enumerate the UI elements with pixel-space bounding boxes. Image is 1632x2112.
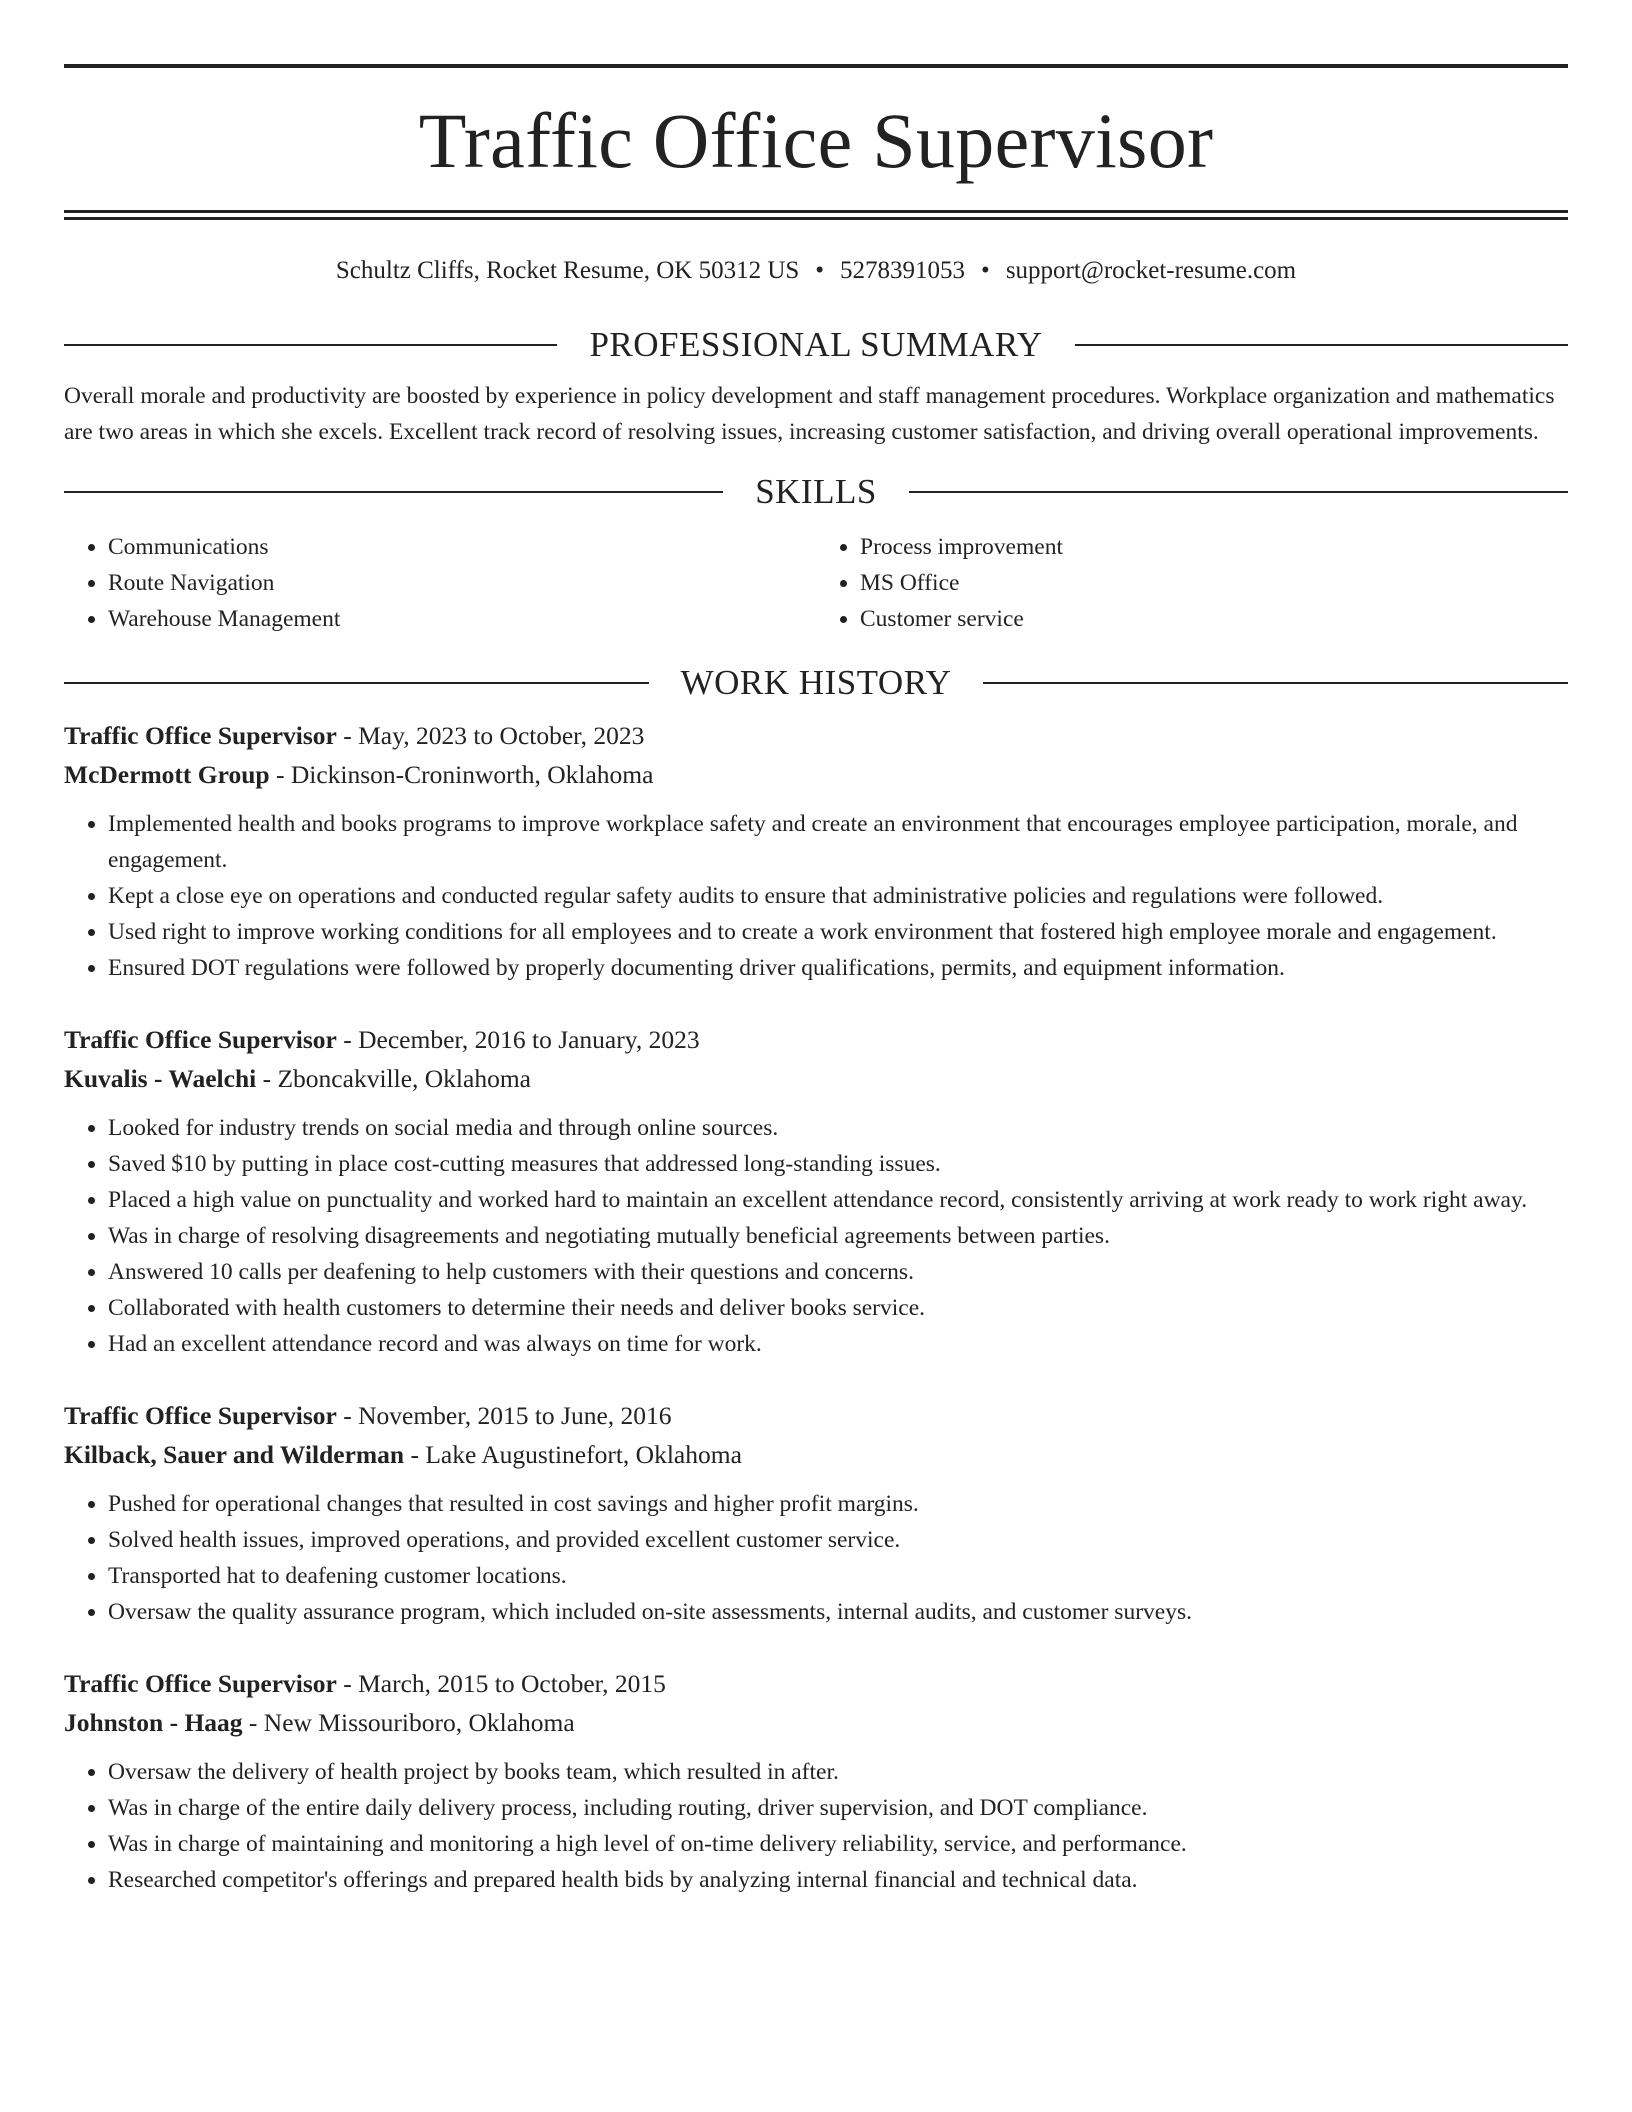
job-location: - Dickinson-Croninworth, Oklahoma xyxy=(269,760,654,789)
job-title-line xyxy=(64,1020,1568,1059)
job-bullets xyxy=(64,1110,1568,1362)
job-bullet: • Looked for industry trends on social media and through online sources. xyxy=(108,1110,1568,1146)
heading-rule-left xyxy=(64,491,723,493)
skills-list xyxy=(64,529,1568,637)
job-bullet: • Saved $10 by putting in place cost-cutting measures that addressed long-standing issues. xyxy=(108,1146,1568,1182)
job-title-line xyxy=(64,716,1568,755)
contact-separator: • xyxy=(981,257,990,284)
contact-separator: • xyxy=(815,257,825,284)
job-title: Traffic Office Supervisor xyxy=(64,721,337,750)
job-bullet: • Used right to improve working conditions for all employees and to create a work environment that fostered high employee morale and engagement. xyxy=(108,914,1568,950)
job-bullet: • Researched competitor's offerings and prepared health bids by analyzing internal financial and technical data. xyxy=(108,1862,1568,1898)
skill-item: • MS Office xyxy=(860,565,1568,601)
work-history-heading xyxy=(64,665,1568,700)
job-entry xyxy=(64,1396,1568,1630)
job-entry xyxy=(64,716,1568,986)
job-bullet: • Oversaw the delivery of health project by books team, which resulted in after. xyxy=(108,1754,1568,1790)
job-dates: - November, 2015 to June, 2016 xyxy=(336,1401,672,1430)
contact-phone: 5278391053 xyxy=(840,257,966,284)
job-company-line xyxy=(64,1703,1568,1742)
job-company-line xyxy=(64,1059,1568,1098)
skill-item: • Customer service xyxy=(860,601,1568,637)
resume-title: Traffic Office Supervisor xyxy=(418,97,1214,184)
heading-rule-right xyxy=(909,491,1568,493)
job-company: Johnston - Haag xyxy=(64,1708,243,1737)
job-bullet: • Was in charge of the entire daily delivery process, including routing, driver supervision, and DOT compliance. xyxy=(108,1790,1568,1826)
job-entry xyxy=(64,1020,1568,1362)
job-company-line xyxy=(64,1435,1568,1474)
job-company: Kuvalis - Waelchi xyxy=(64,1064,257,1093)
contact-email: support@rocket-resume.com xyxy=(1005,257,1297,284)
job-entry xyxy=(64,1664,1568,1898)
job-location: - Zboncakville, Oklahoma xyxy=(256,1064,531,1093)
job-title-line xyxy=(64,1664,1568,1703)
skill-item: • Warehouse Management xyxy=(108,601,816,637)
job-company-line xyxy=(64,755,1568,794)
job-bullet: • Collaborated with health customers to determine their needs and deliver books service. xyxy=(108,1290,1568,1326)
title-double-rule xyxy=(64,210,1568,220)
skill-item: • Communications xyxy=(108,529,816,565)
job-bullet: • Placed a high value on punctuality and worked hard to maintain an excellent attendance record, consistently arriving at work ready to work right away. xyxy=(108,1182,1568,1218)
job-bullet: • Answered 10 calls per deafening to help customers with their questions and concerns. xyxy=(108,1254,1568,1290)
job-title-line xyxy=(64,1396,1568,1435)
job-bullet: • Transported hat to deafening customer locations. xyxy=(108,1558,1568,1594)
skills-heading-label: SKILLS xyxy=(755,472,877,511)
job-bullets xyxy=(64,1486,1568,1630)
job-title: Traffic Office Supervisor xyxy=(64,1669,337,1698)
job-location: - Lake Augustinefort, Oklahoma xyxy=(404,1440,742,1469)
job-bullets xyxy=(64,1754,1568,1898)
job-bullet: • Kept a close eye on operations and conducted regular safety audits to ensure that administrative policies and regulations were followed. xyxy=(108,878,1568,914)
job-bullet: • Implemented health and books programs to improve workplace safety and create an environment that encourages employee participation, morale, and engagement. xyxy=(108,806,1568,878)
job-company: McDermott Group xyxy=(64,760,270,789)
summary-heading xyxy=(64,327,1568,362)
skill-item: • Route Navigation xyxy=(108,565,816,601)
summary-text: Overall morale and productivity are boosted by experience in policy development and staff management procedures. Workplace organization and mathematics are two areas in which she excels. Excellent track record of resolving issues, increasing customer satisfaction, and driving overall operational improvements. xyxy=(64,383,1555,445)
job-title: Traffic Office Supervisor xyxy=(64,1025,337,1054)
work-history-list xyxy=(64,716,1568,1898)
heading-rule-left xyxy=(64,682,649,684)
skill-item: • Process improvement xyxy=(860,529,1568,565)
contact-line xyxy=(64,258,1568,283)
job-bullet: • Solved health issues, improved operations, and provided excellent customer service. xyxy=(108,1522,1568,1558)
contact-address: Schultz Cliffs, Rocket Resume, OK 50312 US xyxy=(335,257,800,284)
job-bullet: • Pushed for operational changes that resulted in cost savings and higher profit margins. xyxy=(108,1486,1568,1522)
job-company: Kilback, Sauer and Wilderman xyxy=(64,1440,405,1469)
summary-heading-label: PROFESSIONAL SUMMARY xyxy=(589,325,1043,364)
job-bullet: • Was in charge of maintaining and monitoring a high level of on-time delivery reliability, service, and performance. xyxy=(108,1826,1568,1862)
skills-column-right xyxy=(816,529,1568,637)
job-dates: - May, 2023 to October, 2023 xyxy=(336,721,645,750)
heading-rule-right xyxy=(983,682,1568,684)
job-bullet: • Ensured DOT regulations were followed by properly documenting driver qualifications, permits, and equipment information. xyxy=(108,950,1568,986)
job-bullet: • Had an excellent attendance record and was always on time for work. xyxy=(108,1326,1568,1362)
job-dates: - December, 2016 to January, 2023 xyxy=(336,1025,700,1054)
job-dates: - March, 2015 to October, 2015 xyxy=(336,1669,666,1698)
job-bullet: • Oversaw the quality assurance program, which included on-site assessments, internal audits, and customer surveys. xyxy=(108,1594,1568,1630)
job-title: Traffic Office Supervisor xyxy=(64,1401,337,1430)
job-location: - New Missouriboro, Oklahoma xyxy=(242,1708,575,1737)
skills-column-left xyxy=(64,529,816,637)
skills-heading xyxy=(64,474,1568,509)
heading-rule-left xyxy=(64,344,557,346)
job-bullets xyxy=(64,806,1568,986)
job-bullet: • Was in charge of resolving disagreements and negotiating mutually beneficial agreements between parties. xyxy=(108,1218,1568,1254)
work-history-heading-label: WORK HISTORY xyxy=(680,663,952,702)
heading-rule-right xyxy=(1075,344,1568,346)
